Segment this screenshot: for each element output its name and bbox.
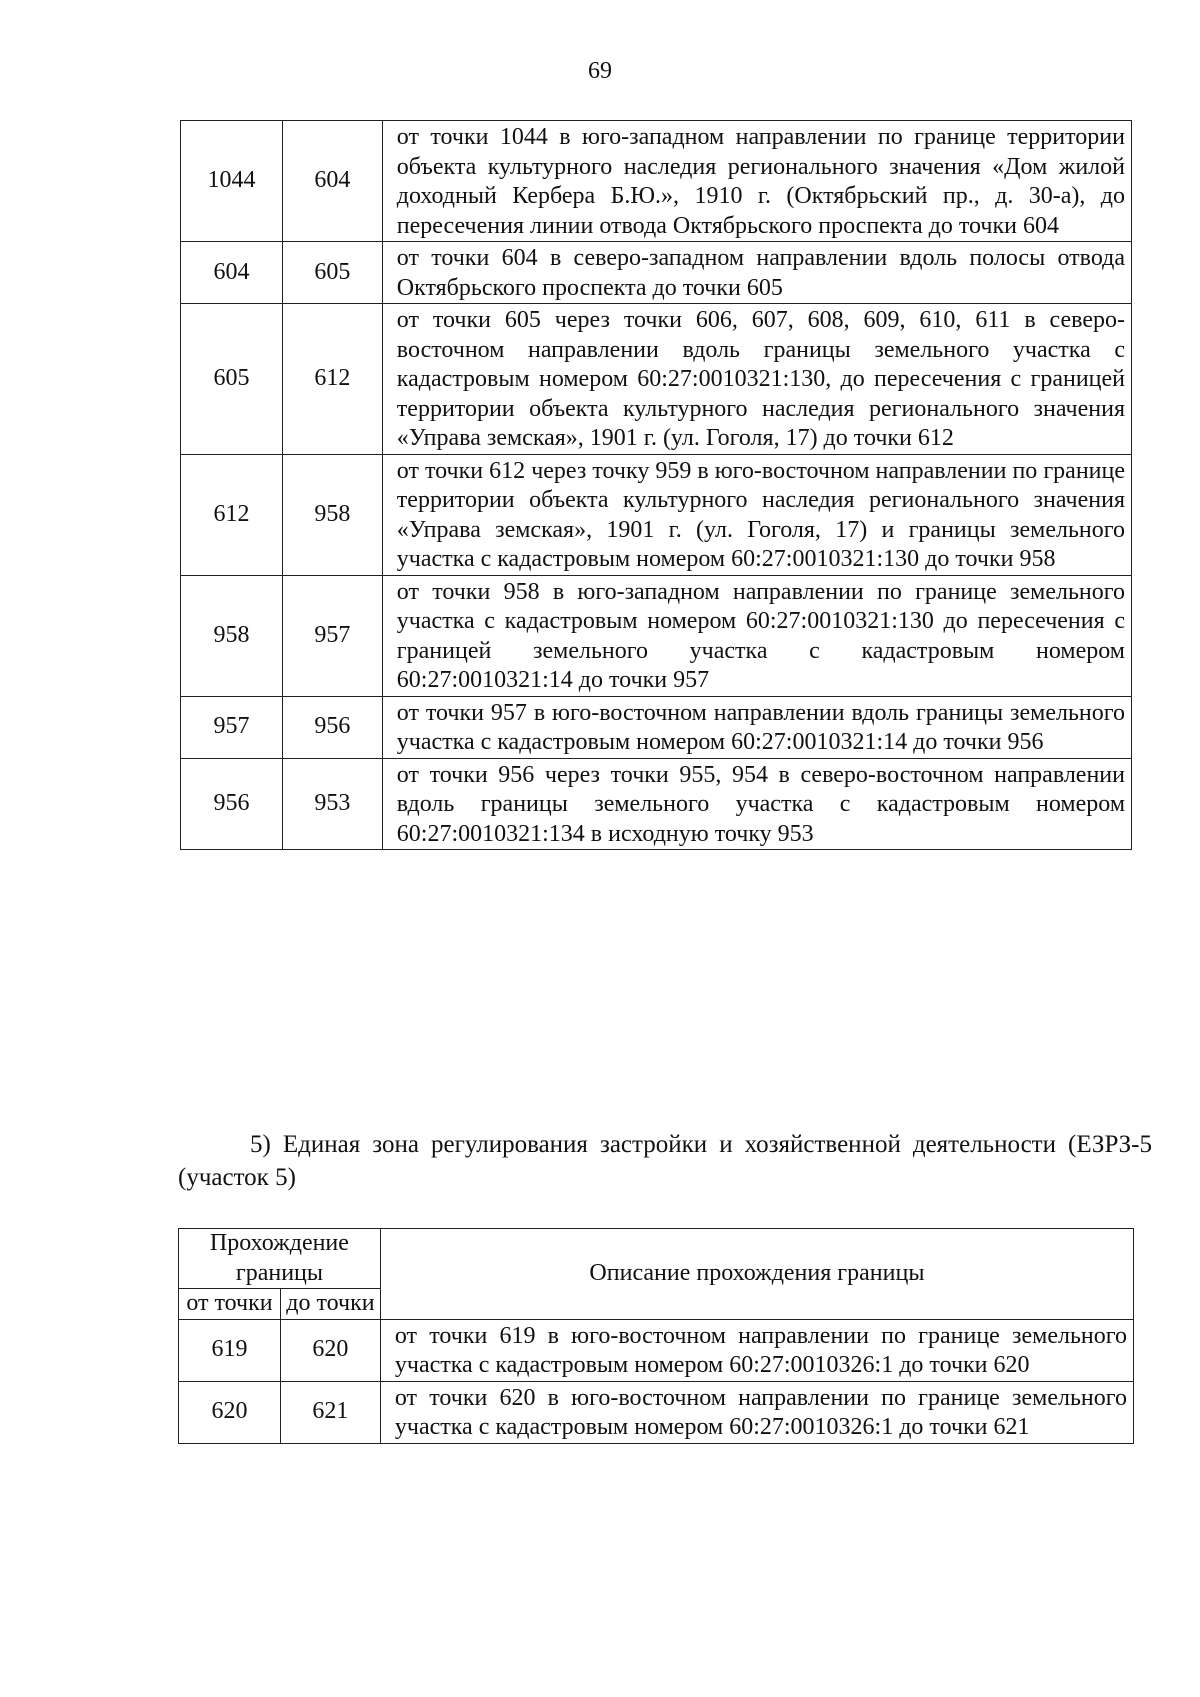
- header-from-point: от точки: [179, 1289, 281, 1320]
- description-cell: от точки 619 в юго-восточном направлении по границе земельного участка с кадастровым номером 60:27:0010326:1 до точки 620: [380, 1319, 1133, 1381]
- description-cell: от точки 958 в юго-западном направлении по границе земельного участка с кадастровым номером 60:27:0010321:130 до пересечения с границей земельного участка с кадастровым номером 60:27:0010321:14 до точки 957: [382, 575, 1131, 696]
- from-point-cell: 1044: [181, 121, 283, 242]
- description-cell: от точки 1044 в юго-западном направлении по границе территории объекта культурного наследия регионального значения «Дом жилой доходный Кербера Б.Ю.», 1910 г. (Октябрьский пр., д. 30-а), до пересечения линии отвода Октябрьского проспекта до точки 604: [382, 121, 1131, 242]
- table-row: [181, 696, 1132, 758]
- from-point-cell: 619: [179, 1319, 281, 1381]
- to-point-cell: 957: [282, 575, 382, 696]
- description-cell: от точки 957 в юго-восточном направлении вдоль границы земельного участка с кадастровым номером 60:27:0010321:14 до точки 956: [382, 696, 1131, 758]
- table-row: [181, 242, 1132, 304]
- from-point-cell: 957: [181, 696, 283, 758]
- table-row: [181, 575, 1132, 696]
- boundary-table-2: [178, 1228, 1134, 1444]
- table-row: [179, 1381, 1134, 1443]
- header-boundary-passage: Прохождение границы: [179, 1229, 381, 1289]
- to-point-cell: 604: [282, 121, 382, 242]
- to-point-cell: 958: [282, 454, 382, 575]
- from-point-cell: 612: [181, 454, 283, 575]
- description-cell: от точки 604 в северо-западном направлении вдоль полосы отвода Октябрьского проспекта до точки 605: [382, 242, 1131, 304]
- from-point-cell: 956: [181, 758, 283, 850]
- description-cell: от точки 612 через точку 959 в юго-восточном направлении по границе территории объекта культурного наследия регионального значения «Управа земская», 1901 г. (ул. Гоголя, 17) и границы земельного участка с кадастровым номером 60:27:0010321:130 до точки 958: [382, 454, 1131, 575]
- from-point-cell: 605: [181, 304, 283, 455]
- from-point-cell: 604: [181, 242, 283, 304]
- to-point-cell: 953: [282, 758, 382, 850]
- to-point-cell: 612: [282, 304, 382, 455]
- to-point-cell: 956: [282, 696, 382, 758]
- section-paragraph: 5) Единая зона регулирования застройки и хозяйственной деятельности (ЕЗРЗ-5 (участок 5): [178, 1131, 1152, 1191]
- boundary-table-1: [180, 120, 1132, 850]
- table-row: [181, 304, 1132, 455]
- table-row: [179, 1319, 1134, 1381]
- header-description: Описание прохождения границы: [380, 1229, 1133, 1320]
- description-cell: от точки 956 через точки 955, 954 в северо-восточном направлении вдоль границы земельного участка с кадастровым номером 60:27:0010321:134 в исходную точку 953: [382, 758, 1131, 850]
- to-point-cell: 621: [280, 1381, 380, 1443]
- to-point-cell: 620: [280, 1319, 380, 1381]
- page-number: 69: [588, 58, 612, 84]
- table-row: [181, 121, 1132, 242]
- table-row: [181, 454, 1132, 575]
- description-cell: от точки 620 в юго-восточном направлении по границе земельного участка с кадастровым номером 60:27:0010326:1 до точки 621: [380, 1381, 1133, 1443]
- description-cell: от точки 605 через точки 606, 607, 608, 609, 610, 611 в северо-восточном направлении вдоль границы земельного участка с кадастровым номером 60:27:0010321:130, до пересечения с границей территории объекта культурного наследия регионального значения «Управа земская», 1901 г. (ул. Гоголя, 17) до точки 612: [382, 304, 1131, 455]
- from-point-cell: 620: [179, 1381, 281, 1443]
- to-point-cell: 605: [282, 242, 382, 304]
- header-to-point: до точки: [280, 1289, 380, 1320]
- table-row: [181, 758, 1132, 850]
- from-point-cell: 958: [181, 575, 283, 696]
